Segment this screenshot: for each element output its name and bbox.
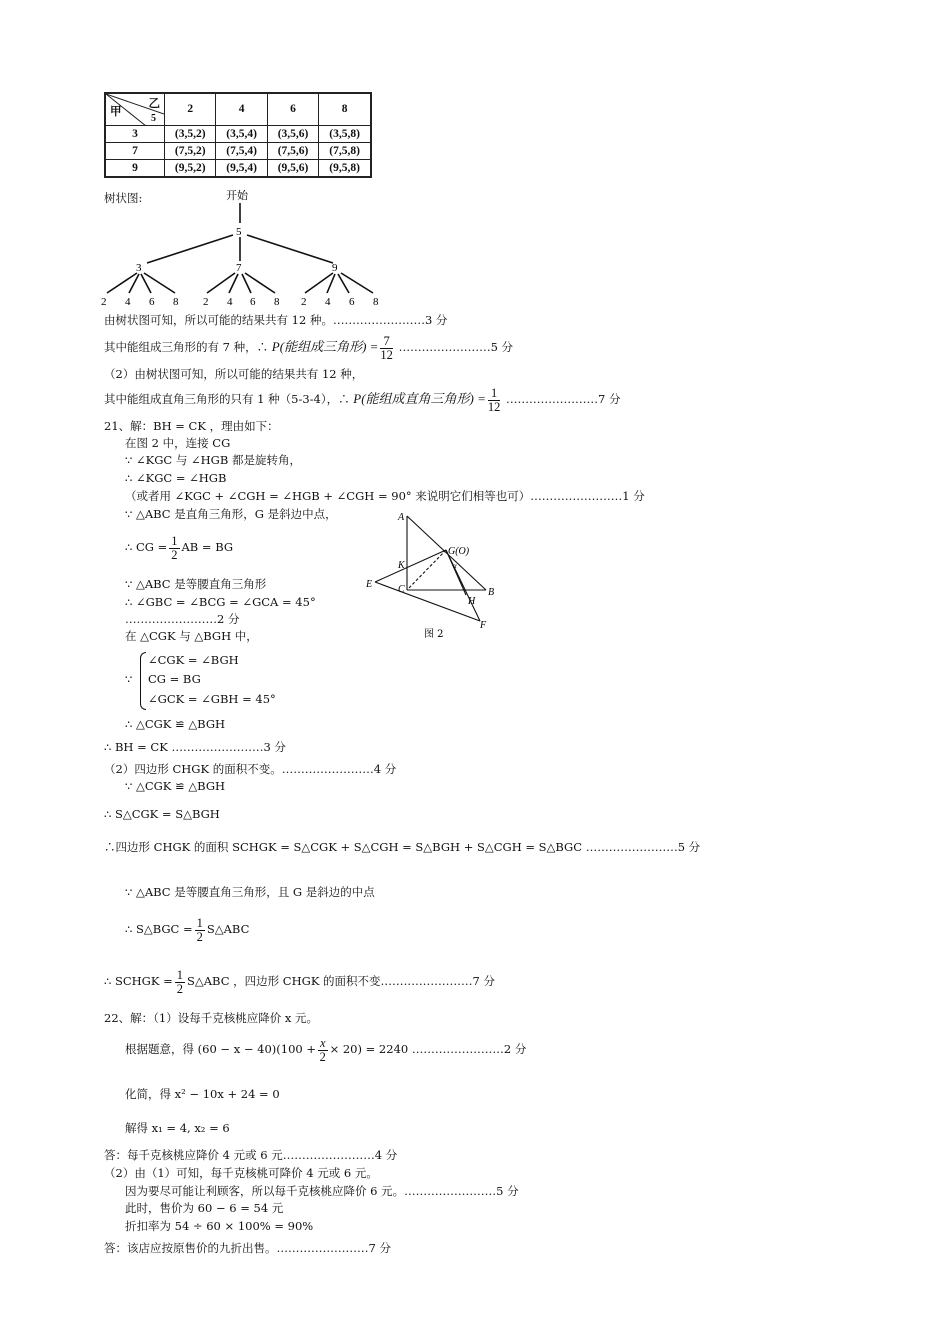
q21-line: （2）四边形 CHGK 的面积不变。……………………4 分 <box>104 762 397 776</box>
tree-leaf: 4 <box>227 296 233 308</box>
q22-line: 22、解：（1）设每千克核桃应降价 x 元。 <box>104 1011 318 1025</box>
table-cell: (7,5,4) <box>216 142 267 159</box>
q22-eq-post: × 20) = 2240 ……………………2 分 <box>329 1042 527 1056</box>
fraction-numerator: 1 <box>196 915 203 930</box>
col-header: 6 <box>267 93 318 125</box>
table-cell: (7,5,2) <box>165 142 216 159</box>
tree-leaf: 2 <box>203 296 209 308</box>
col-header: 4 <box>216 93 267 125</box>
q20-prob2-line <box>104 382 621 416</box>
point-label: F <box>480 620 487 631</box>
q21-line: ∴四边形 CHGK 的面积 SCHGK = S△CGK + S△CGH = S△BGH + S△CGH = S△BGC ……………………5 分 <box>104 840 701 854</box>
q21-line: ∵ ∠KGC 与 ∠HGB 都是旋转角， <box>125 453 301 467</box>
point-label: C <box>398 584 405 595</box>
q22-line: 折扣率为 54 ÷ 60 × 100% = 90% <box>125 1219 314 1233</box>
tree-leaf: 4 <box>125 296 131 308</box>
system-condition: CG = BG <box>148 672 201 686</box>
tree-leaf: 4 <box>325 296 331 308</box>
table-cell: (9,5,8) <box>319 159 371 177</box>
q20-prob-line <box>104 330 513 364</box>
fraction-denominator: 2 <box>176 981 183 996</box>
fraction-denominator: 12 <box>487 399 501 414</box>
tree-start-label: 开始 <box>226 189 248 202</box>
col-header: 8 <box>319 93 371 125</box>
table-cell: (7,5,8) <box>319 142 371 159</box>
q20-prob2-fraction <box>488 387 501 414</box>
fraction-numerator: x <box>320 1035 326 1050</box>
q21-line: ∴ ∠KGC = ∠HGB <box>125 471 227 485</box>
q22-equation-line <box>125 1032 526 1066</box>
q20-prob-expr: P(能组成三角形) = <box>271 339 379 354</box>
tree-leaf: 2 <box>101 296 107 308</box>
q21-area-line <box>125 912 249 946</box>
q22-line: （2）由（1）可知，每千克核桃可降价 4 元或 6 元。 <box>104 1166 378 1180</box>
q21-line: ∴ ∠GBC = ∠BCG = ∠GCA = 45° <box>125 595 316 609</box>
table-cell: (3,5,6) <box>267 125 318 142</box>
point-label: G(O) <box>448 546 470 557</box>
system-condition: ∠CGK = ∠BGH <box>148 653 239 667</box>
fraction-denominator: 12 <box>380 347 393 362</box>
q20-prob2-expr: P(能组成直角三角形) = <box>353 391 486 406</box>
angle-label: α <box>453 562 457 570</box>
table-cell: (9,5,2) <box>165 159 216 177</box>
tree-leaf: 2 <box>301 296 307 308</box>
q21-cg-post: AB = BG <box>181 540 234 554</box>
q20-prob-pre: 其中能组成三角形的有 7 种，∴ <box>104 340 272 354</box>
q22-eq-fraction <box>318 1037 328 1064</box>
q20-prob2-post: ……………………7 分 <box>502 392 621 406</box>
fraction-denominator: 2 <box>319 1049 326 1064</box>
fraction-denominator: 2 <box>171 547 178 562</box>
q22-line: 因为要尽可能让利顾客，所以每千克核桃应降价 6 元。……………………5 分 <box>125 1184 519 1198</box>
q21-final-line <box>104 964 495 998</box>
tree-leaf: 8 <box>274 296 280 308</box>
table-cell: (9,5,6) <box>267 159 318 177</box>
fraction-numerator: 7 <box>380 335 393 349</box>
q21-line: 在图 2 中，连接 CG <box>125 436 231 450</box>
figure-caption: 图 2 <box>424 629 444 640</box>
col-header: 2 <box>165 93 216 125</box>
q20-line: （2）由树状图可知，所以可能的结果共有 12 种， <box>104 367 364 381</box>
tree-leaf: 8 <box>173 296 179 308</box>
q21-cg-pre: ∴ CG = <box>125 540 168 554</box>
tree-node-level2: 3 <box>136 262 142 274</box>
geometry-figure <box>362 508 507 646</box>
corner-label-mid: 5 <box>151 112 156 124</box>
table-cell: (3,5,2) <box>165 125 216 142</box>
q21-line: ∴ △CGK ≌ △BGH <box>125 717 226 731</box>
q22-line: 化简，得 x² − 10x + 24 = 0 <box>125 1087 280 1101</box>
q21-line: ∵ △CGK ≌ △BGH <box>125 779 226 793</box>
q21-line: ∴ S△CGK = S△BGH <box>104 807 220 821</box>
tree-diagram <box>95 185 395 310</box>
tree-edges <box>107 203 373 293</box>
q21-area-post: S△ABC <box>206 922 250 936</box>
q20-prob-post: ……………………5 分 <box>394 340 514 354</box>
system-condition: ∠GCK = ∠GBH = 45° <box>148 692 276 706</box>
point-label: E <box>366 579 373 590</box>
corner-label-yi: 乙 <box>148 98 160 110</box>
table-row <box>105 159 371 177</box>
tree-node-level2: 9 <box>332 262 338 274</box>
table-cell: (9,5,4) <box>216 159 267 177</box>
q21-final-fraction <box>175 969 185 996</box>
table-row <box>105 142 371 159</box>
table-cell: (3,5,4) <box>216 125 267 142</box>
q21-cg-fraction <box>169 535 179 562</box>
table-row <box>105 125 371 142</box>
q21-line: ∵ △ABC 是等腰直角三角形，且 G 是斜边的中点 <box>125 885 375 899</box>
q20-prob2-pre: 其中能组成直角三角形的只有 1 种（5-3-4），∴ <box>104 392 354 406</box>
fraction-denominator: 2 <box>196 929 203 944</box>
q21-line: ∵ △ABC 是等腰直角三角形 <box>125 577 267 591</box>
q21-line: 在 △CGK 与 △BGH 中， <box>125 629 258 643</box>
q21-line: ∴ BH = CK ……………………3 分 <box>104 740 286 754</box>
point-label: B <box>488 587 495 598</box>
q21-final-post: S△ABC ，四边形 CHGK 的面积不变……………………7 分 <box>187 974 496 988</box>
point-label: A <box>398 512 405 523</box>
q21-area-pre: ∴ S△BGC = <box>125 922 193 936</box>
q21-line: 21、解：BH = CK ，理由如下： <box>104 419 279 433</box>
q21-line: （或者用 ∠KGC + ∠CGH = ∠HGB + ∠CGH = 90° 来说明它们相等也可）……………………1 分 <box>125 489 645 503</box>
tree-node-level1: 5 <box>236 226 242 238</box>
q22-eq-pre: 根据题意，得 (60 − x − 40)(100 + <box>125 1042 317 1056</box>
tree-leaf: 8 <box>373 296 379 308</box>
row-header: 3 <box>105 125 165 142</box>
point-label: H <box>468 596 476 607</box>
table-corner-cell <box>105 93 165 125</box>
q20-prob-fraction <box>380 335 393 362</box>
point-label: K <box>398 560 405 571</box>
table-cell: (3,5,8) <box>319 125 371 142</box>
q22-line: 答：每千克核桃应降价 4 元或 6 元……………………4 分 <box>104 1148 398 1162</box>
fraction-numerator: 1 <box>171 533 178 548</box>
outcome-table <box>104 92 372 178</box>
q22-line: 此时，售价为 60 − 6 = 54 元 <box>125 1201 284 1215</box>
fraction-numerator: 1 <box>176 967 183 982</box>
tree-node-level2: 7 <box>236 262 242 274</box>
row-header: 9 <box>105 159 165 177</box>
tree-leaf: 6 <box>250 296 256 308</box>
fraction-numerator: 1 <box>488 387 501 401</box>
tree-leaf: 6 <box>349 296 355 308</box>
table-cell: (7,5,6) <box>267 142 318 159</box>
q21-line: ∵ △ABC 是直角三角形，G 是斜边中点， <box>125 507 337 521</box>
q21-final-pre: ∴ SCHGK = <box>104 974 173 988</box>
q21-cg-line <box>125 530 233 564</box>
row-header: 7 <box>105 142 165 159</box>
tree-caption: 树状图: <box>104 191 143 205</box>
system-brace <box>140 652 146 710</box>
corner-label-jia: 甲 <box>110 105 122 118</box>
q20-line: 由树状图可知，所以可能的结果共有 12 种。……………………3 分 <box>104 313 448 327</box>
because-symbol: ∵ <box>125 672 133 686</box>
q21-area-fraction <box>195 917 205 944</box>
q22-line: 解得 x₁ = 4, x₂ = 6 <box>125 1121 230 1135</box>
tree-leaf: 6 <box>149 296 155 308</box>
q21-line: ……………………2 分 <box>125 612 240 626</box>
q22-line: 答：该店应按原售价的九折出售。……………………7 分 <box>104 1241 391 1255</box>
